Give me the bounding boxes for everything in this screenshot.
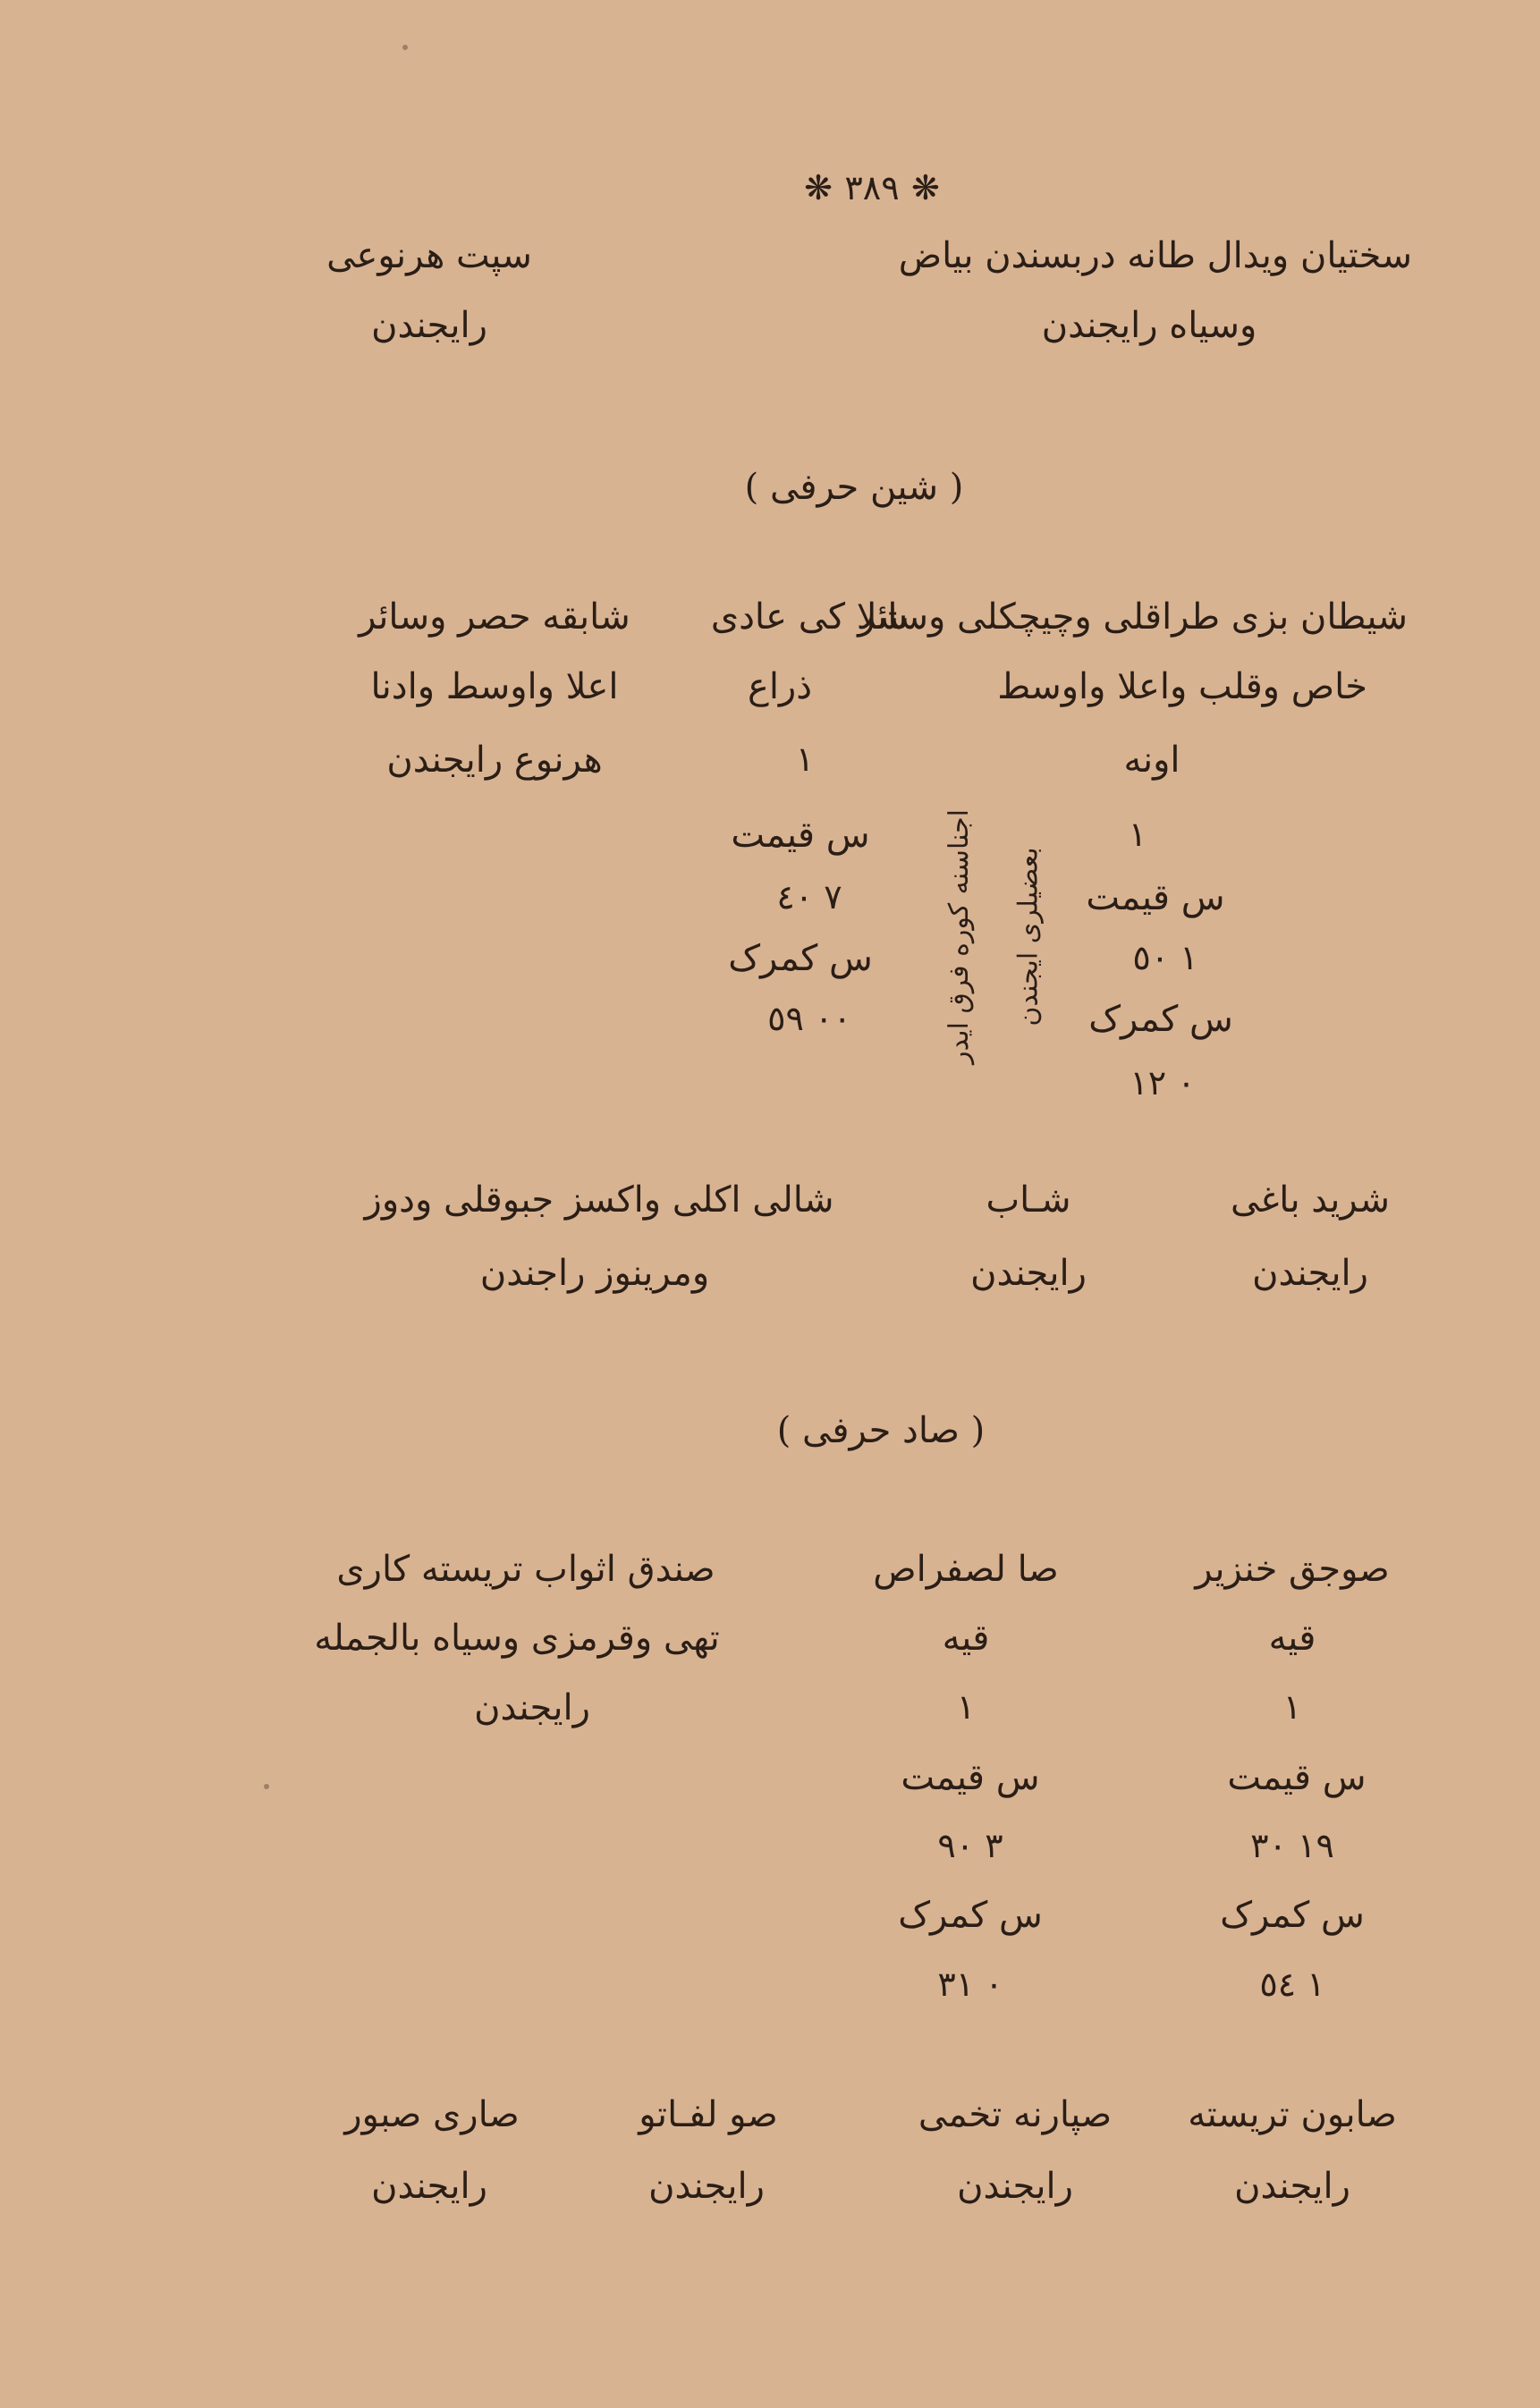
entry-note: هرنوع رایجندن bbox=[386, 739, 603, 781]
entry-sub: رایجندن bbox=[957, 2166, 1073, 2207]
entry-title: سپت هرنوعی bbox=[326, 235, 532, 276]
entry-title: صاری صبور bbox=[344, 2094, 520, 2135]
entry-title: شابقه حصر وسائر bbox=[359, 596, 630, 638]
customs-value: ٠ ١٢ bbox=[1130, 1063, 1196, 1103]
price-value: ٧ ٤٠ bbox=[776, 877, 842, 917]
entry-title: صو لفـاتو bbox=[639, 2094, 778, 2135]
page-number: ٣٨٩ bbox=[844, 168, 900, 207]
section-heading: ( شین حرفی ) bbox=[744, 467, 964, 508]
price-label: س قیمت bbox=[1086, 877, 1225, 918]
entry-sub: رایجندن bbox=[371, 305, 487, 346]
ornament-icon: ❋ bbox=[804, 168, 833, 207]
entry-unit: اونه bbox=[1123, 739, 1180, 781]
entry-title: صپارنه تخمی bbox=[918, 2094, 1113, 2135]
entry-sub: وسیاه رایجندن bbox=[1041, 305, 1257, 346]
customs-label: س کمرک bbox=[1088, 999, 1233, 1040]
paper-speck bbox=[402, 45, 408, 50]
price-label: س قیمت bbox=[1227, 1757, 1367, 1798]
section-heading: ( صاد حرفی ) bbox=[776, 1410, 986, 1451]
entry-title: شلا کی عادی bbox=[710, 596, 909, 638]
entry-title: صوجق خنزیر bbox=[1195, 1549, 1390, 1590]
entry-unit: قیه bbox=[942, 1618, 990, 1659]
entry-title: صا لصفراص bbox=[873, 1549, 1059, 1590]
entry-sub: رایجندن bbox=[1234, 2166, 1350, 2207]
customs-label: س کمرک bbox=[898, 1895, 1043, 1936]
entry-sub: رایجندن bbox=[648, 2166, 765, 2207]
entry-title: صابون تریسته bbox=[1188, 2094, 1397, 2135]
customs-value: ٠ ٣١ bbox=[937, 1964, 1003, 2004]
entry-unit: ذراع bbox=[747, 666, 813, 707]
price-value: ١ ٥٠ bbox=[1132, 938, 1198, 977]
entry-sub: ومرینوز راجندن bbox=[479, 1253, 710, 1294]
entry-title: شالی اکلی واکسز جبوقلی ودوز bbox=[364, 1179, 834, 1221]
price-value: ٣ ٩٠ bbox=[937, 1826, 1003, 1865]
price-value: ١٩ ٣٠ bbox=[1250, 1826, 1334, 1865]
entry-sub: رایجندن bbox=[371, 2166, 487, 2207]
vertical-note: اجناسنه کوره فرق ایدر bbox=[943, 808, 976, 1065]
customs-label: س کمرک bbox=[728, 938, 873, 979]
entry-title: شرید باغی bbox=[1230, 1179, 1391, 1221]
entry-sub: اعلا واوسط وادنا bbox=[370, 666, 619, 707]
entry-qty: ١ bbox=[1282, 1687, 1302, 1727]
entry-qty: ١ bbox=[795, 739, 815, 779]
entry-sub: رایجندن bbox=[970, 1253, 1087, 1294]
price-label: س قیمت bbox=[901, 1757, 1040, 1798]
paper-speck bbox=[264, 1784, 269, 1789]
customs-value: ٠٠ ٥٩ bbox=[767, 999, 851, 1038]
entry-qty: ١ bbox=[1128, 815, 1147, 854]
vertical-note: بعضیلری ایجندن bbox=[1012, 847, 1045, 1027]
price-label: س قیمت bbox=[731, 815, 870, 856]
entry-title: شـاب bbox=[986, 1179, 1071, 1221]
customs-value: ١ ٥٤ bbox=[1259, 1964, 1325, 2004]
entry-sub: تهی وقرمزی وسیاه بالجمله bbox=[314, 1618, 720, 1659]
entry-title: سختیان ویدال طانه دربسندن بیاض bbox=[898, 235, 1412, 276]
entry-sub: خاص وقلب واعلا واوسط bbox=[997, 666, 1367, 707]
page-number-line bbox=[804, 168, 940, 206]
ornament-icon: ❋ bbox=[910, 168, 940, 207]
entry-qty: ١ bbox=[956, 1687, 976, 1727]
entry-sub: رایجندن bbox=[1252, 1253, 1368, 1294]
customs-label: س کمرک bbox=[1220, 1895, 1365, 1936]
entry-note: رایجندن bbox=[474, 1687, 590, 1728]
entry-title: شیطان بزی طراقلی وچیچکلی وسائر bbox=[858, 596, 1408, 638]
entry-title: صندق اثواب تریسته کاری bbox=[336, 1549, 715, 1590]
entry-unit: قیه bbox=[1268, 1618, 1316, 1659]
